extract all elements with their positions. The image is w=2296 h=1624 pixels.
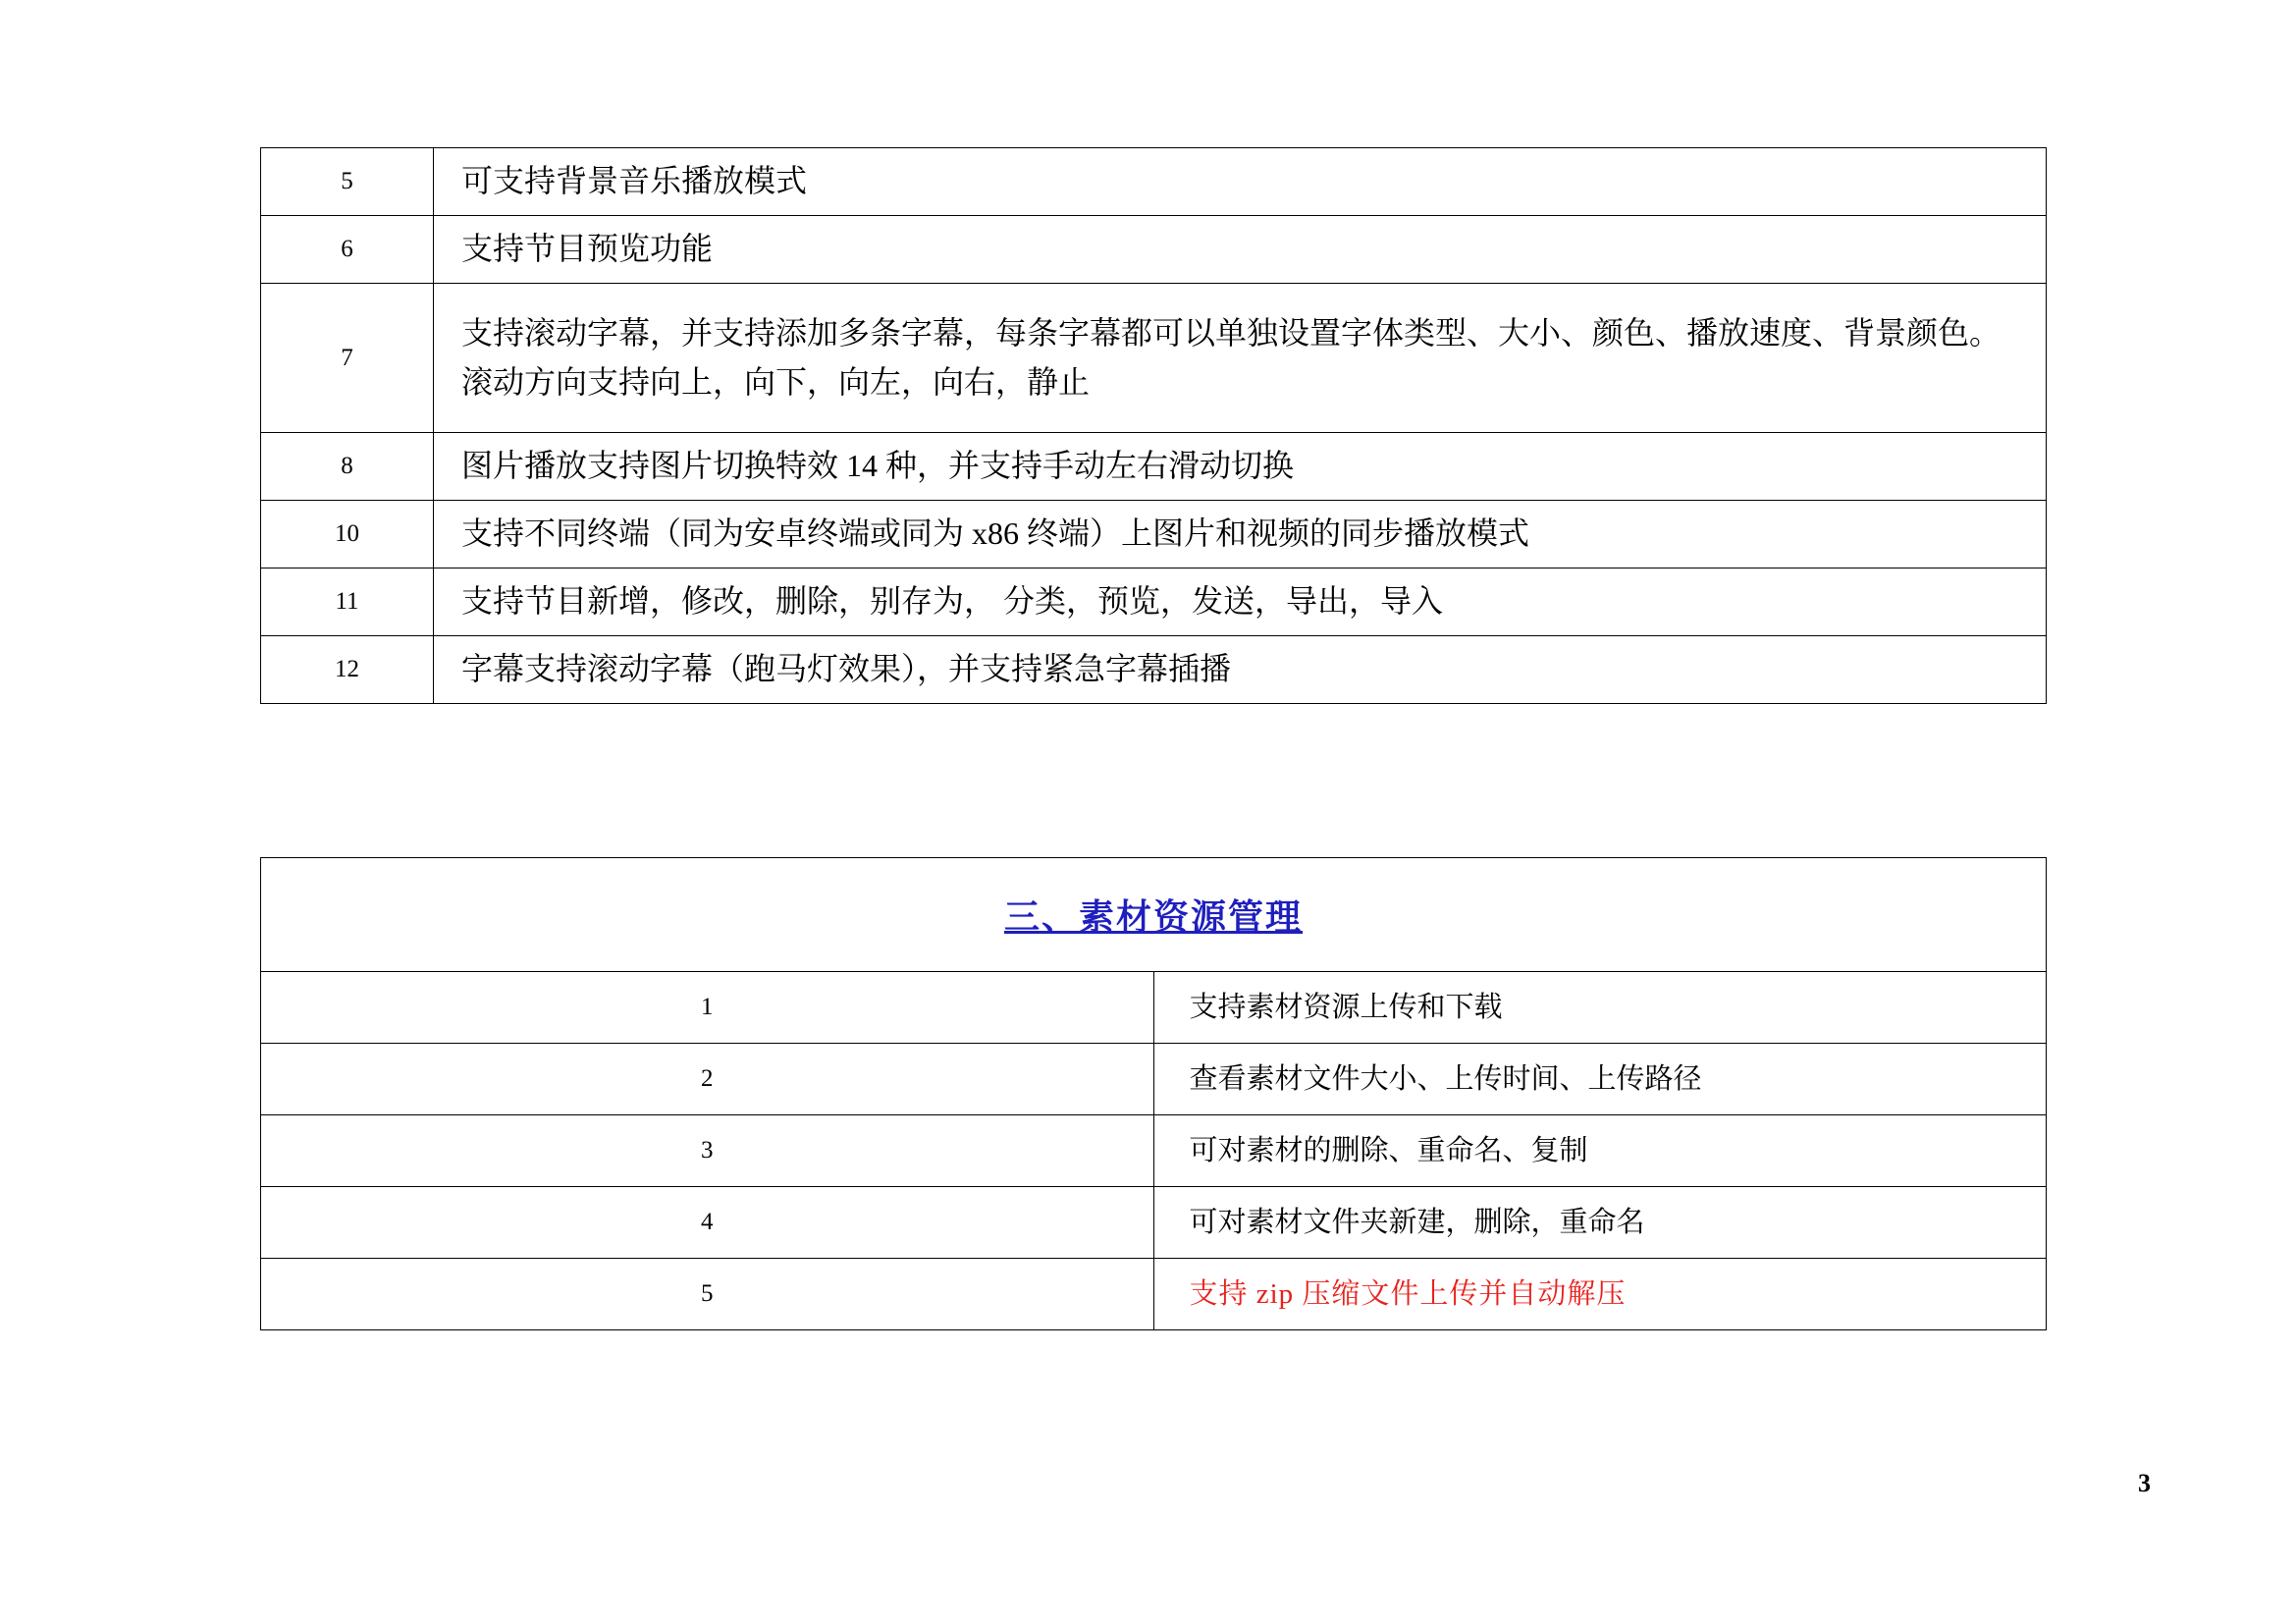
row-number: 5 [261, 148, 434, 216]
row-text: 支持素材资源上传和下载 [1153, 972, 2047, 1044]
row-number: 5 [261, 1259, 1154, 1330]
row-number: 1 [261, 972, 1154, 1044]
row-number: 12 [261, 636, 434, 704]
section-header-cell [261, 858, 2047, 972]
row-text: 支持节目预览功能 [434, 216, 2047, 284]
row-text: 支持滚动字幕，并支持添加多条字幕，每条字幕都可以单独设置字体类型、大小、颜色、播放速度、背景颜色。滚动方向支持向上，向下，向左，向右，静止 [434, 284, 2047, 433]
row-number: 8 [261, 433, 434, 501]
row-number: 7 [261, 284, 434, 433]
table-row [261, 1187, 2047, 1259]
row-number: 11 [261, 568, 434, 636]
row-number: 6 [261, 216, 434, 284]
table-row [261, 636, 2047, 704]
row-text: 图片播放支持图片切换特效 14 种，并支持手动左右滑动切换 [434, 433, 2047, 501]
row-text-highlighted: 支持 zip 压缩文件上传并自动解压 [1153, 1259, 2047, 1330]
row-number: 2 [261, 1044, 1154, 1115]
row-number: 3 [261, 1115, 1154, 1187]
table-row [261, 216, 2047, 284]
page-number: 3 [2138, 1469, 2151, 1497]
row-text: 支持不同终端（同为安卓终端或同为 x86 终端）上图片和视频的同步播放模式 [434, 501, 2047, 568]
row-text: 可对素材的删除、重命名、复制 [1153, 1115, 2047, 1187]
row-text: 字幕支持滚动字幕（跑马灯效果），并支持紧急字幕插播 [434, 636, 2047, 704]
table-row [261, 1044, 2047, 1115]
table-row [261, 1115, 2047, 1187]
section-title: 三、素材资源管理 [1003, 897, 1303, 937]
table-row [261, 568, 2047, 636]
section-header-row [261, 858, 2047, 972]
row-number: 4 [261, 1187, 1154, 1259]
row-text: 可支持背景音乐播放模式 [434, 148, 2047, 216]
row-text: 可对素材文件夹新建，删除，重命名 [1153, 1187, 2047, 1259]
table-row [261, 148, 2047, 216]
table-row [261, 1259, 2047, 1330]
program-management-table [260, 147, 2047, 704]
row-text: 查看素材文件大小、上传时间、上传路径 [1153, 1044, 2047, 1115]
table-row [261, 284, 2047, 433]
table-row [261, 501, 2047, 568]
row-number: 10 [261, 501, 434, 568]
material-resource-table [260, 857, 2047, 1330]
table-row [261, 972, 2047, 1044]
row-text: 支持节目新增，修改，删除，别存为， 分类，预览，发送，导出，导入 [434, 568, 2047, 636]
table-row [261, 433, 2047, 501]
